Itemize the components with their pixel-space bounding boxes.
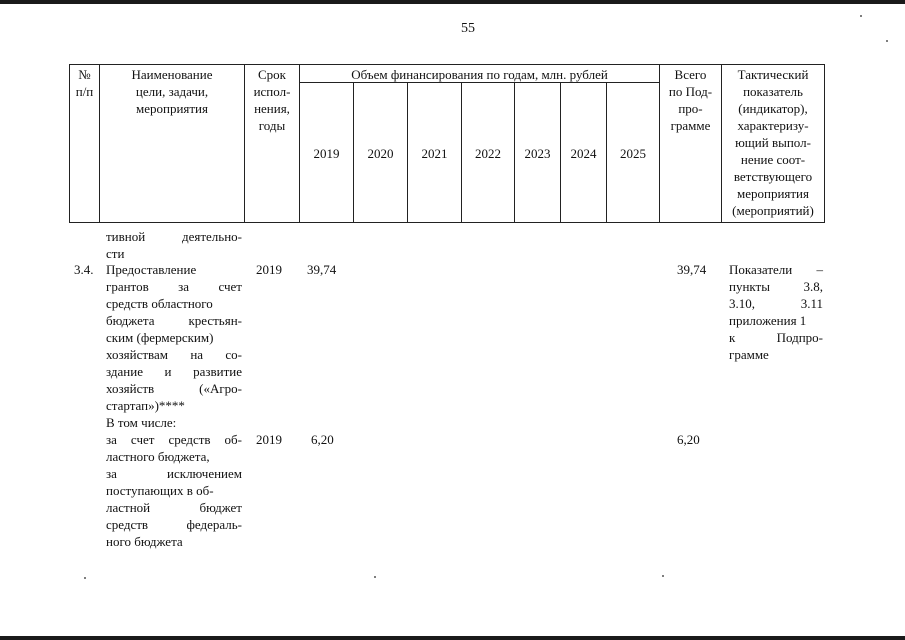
row-indicator-line: 3.10, 3.11 [729, 296, 823, 311]
header-term-line: Срок [258, 67, 286, 82]
header-name-line: цели, задачи, [135, 84, 209, 99]
col-rule [824, 64, 825, 223]
header-year-2022: 2022 [475, 146, 501, 161]
header-num-line: № [78, 67, 91, 82]
row-name-line: Предоставление [106, 262, 197, 277]
header-year-2023: 2023 [524, 146, 551, 161]
header-top-rule [69, 64, 824, 65]
subrow-name-line: ного бюджета [106, 534, 183, 549]
col-rule [299, 64, 300, 223]
subrow-name-line: за счет средств об- [106, 432, 242, 447]
row-term: 2019 [256, 262, 282, 277]
header-term-line: нения, [254, 101, 290, 116]
header-term [245, 66, 299, 134]
header-total-line: Всего [674, 67, 707, 82]
row-name-line: здание и развитие [106, 364, 242, 379]
row-number: 3.4. [74, 262, 94, 277]
scan-bottom-edge [0, 636, 905, 640]
row-indicator [729, 261, 823, 363]
header-indicator-line: Тактический [737, 67, 809, 82]
subrow-name-line: за исключением [106, 466, 242, 481]
scan-speck [374, 576, 376, 578]
scan-speck [860, 15, 862, 17]
row-indicator-line: к Подпро- [729, 330, 823, 345]
including-label: В том числе: [106, 415, 177, 430]
header-year-2021: 2021 [421, 146, 448, 161]
header-indicator-line: показатель [743, 84, 803, 99]
row-name-line: хозяйствам на со- [106, 347, 242, 362]
row-name-line: бюджета крестьян- [106, 313, 242, 328]
subrow-name-line: ластной бюджет [106, 500, 242, 515]
header-term-line: испол- [253, 84, 291, 99]
header-indicator [722, 66, 824, 219]
header-year-2024: 2024 [570, 146, 597, 161]
header-year-2020: 2020 [367, 146, 394, 161]
row-name-line: хозяйств («Агро- [106, 381, 242, 396]
subrow-value-2019: 6,20 [311, 432, 334, 447]
subrow-name-line: средств федераль- [106, 517, 242, 532]
row-indicator-line: Показатели – [729, 262, 823, 277]
header-name [100, 66, 244, 117]
subrow-name-line: поступающих в об- [106, 483, 214, 498]
header-num-line: п/п [75, 84, 94, 99]
continuation-line: тивной деятельно- [106, 229, 242, 244]
subrow-term: 2019 [256, 432, 282, 447]
header-name-line: мероприятия [135, 101, 208, 116]
continuation-text [106, 228, 242, 262]
scan-speck [84, 577, 86, 579]
header-indicator-line: (мероприятий) [732, 203, 814, 218]
scan-speck [886, 40, 888, 42]
header-indicator-line: ветствующего [733, 169, 813, 184]
continuation-line: сти [106, 246, 125, 261]
row-name-line: ским (фермерским) [106, 330, 214, 345]
subrow-name [106, 431, 242, 550]
row-name-line: грантов за счет [106, 279, 242, 294]
header-funding-title: Объем финансирования по годам, млн. рублей [351, 67, 608, 82]
header-total-line: по Под- [668, 84, 713, 99]
row-total: 39,74 [677, 262, 707, 277]
row-name [106, 261, 242, 414]
page-number: 55 [461, 21, 475, 36]
scan-top-edge [0, 0, 905, 4]
header-indicator-line: ющий выпол- [735, 135, 811, 150]
header-num [70, 66, 99, 100]
header-term-line: годы [258, 118, 286, 133]
header-indicator-line: нение соот- [740, 152, 806, 167]
header-bottom-rule [69, 222, 824, 223]
header-name-line: Наименование [131, 67, 213, 82]
header-total-line: про- [678, 101, 703, 116]
header-year-2019: 2019 [313, 146, 340, 161]
row-name-line: средств областного [106, 296, 213, 311]
header-indicator-line: мероприятия [736, 186, 809, 201]
header-total-line: грамме [670, 118, 711, 133]
row-indicator-line: грамме [729, 347, 769, 362]
subrow-name-line: ластного бюджета, [106, 449, 210, 464]
header-indicator-line: характеризу- [737, 118, 809, 133]
header-total [660, 66, 721, 134]
row-indicator-line: приложения 1 [729, 313, 807, 328]
header-indicator-line: (индикатор), [738, 101, 808, 116]
row-name-line: стартап»)**** [106, 398, 185, 413]
row-indicator-line: пункты 3.8, [729, 279, 823, 294]
header-year-2025: 2025 [620, 146, 646, 161]
scan-speck [662, 575, 664, 577]
subrow-total: 6,20 [677, 432, 700, 447]
row-value-2019: 39,74 [307, 262, 337, 277]
